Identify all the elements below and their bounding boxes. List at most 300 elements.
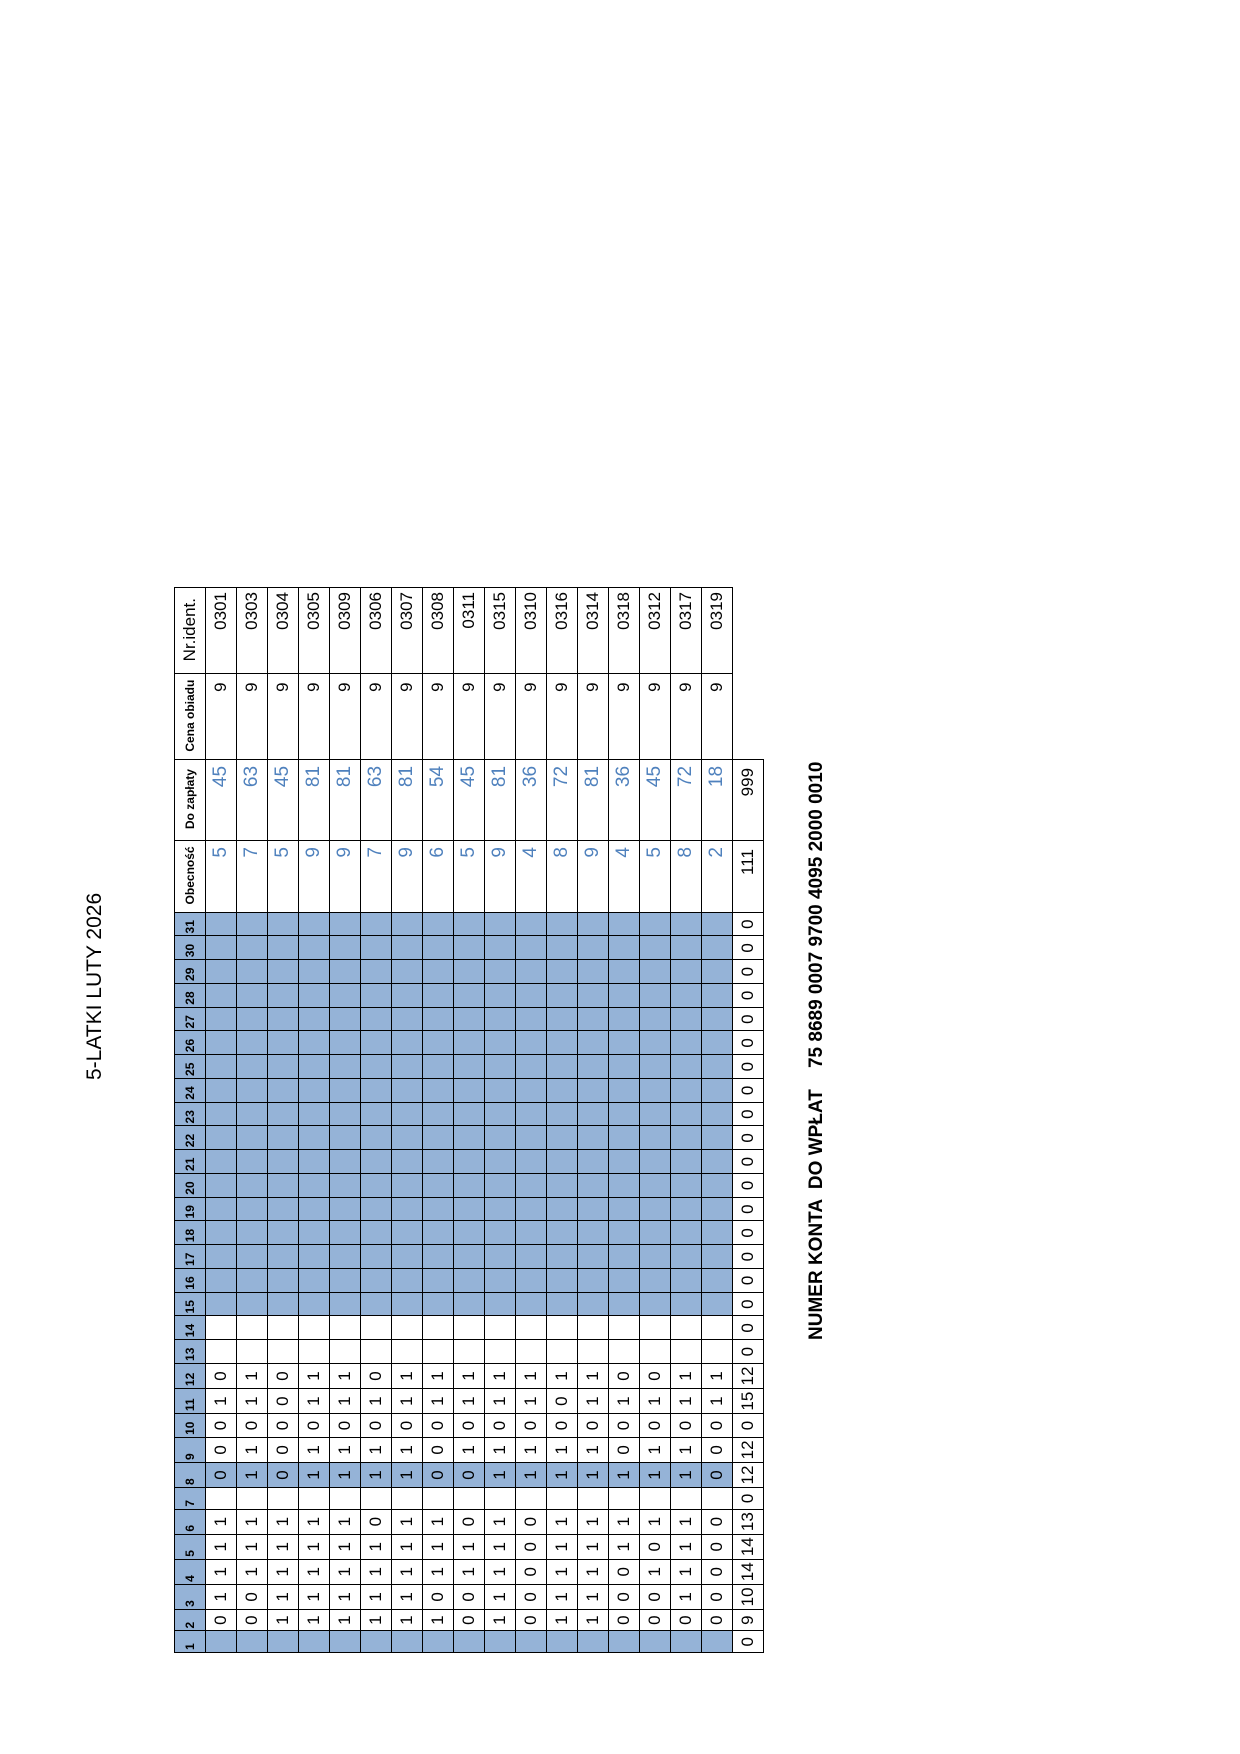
page-title: 5-LATKI LUTY 2026 <box>83 892 106 1080</box>
day-cell <box>299 1316 330 1340</box>
day-cell <box>361 1245 392 1269</box>
table-row <box>454 588 485 1653</box>
day-cell: 1 <box>299 1437 330 1462</box>
day-cell: 1 <box>423 1559 454 1584</box>
day-cell <box>578 912 609 936</box>
day-cell <box>454 1292 485 1316</box>
attendance-cell: 2 <box>702 841 733 913</box>
day-cell <box>516 1031 547 1055</box>
day-cell: 0 <box>299 1414 330 1438</box>
day-cell <box>299 1031 330 1055</box>
day-cell <box>547 1173 578 1197</box>
day-header-4: 4 <box>175 1559 206 1584</box>
day-cell <box>423 1055 454 1079</box>
day-cell <box>330 1245 361 1269</box>
day-cell <box>361 983 392 1007</box>
day-cell <box>547 936 578 960</box>
day-cell: 1 <box>485 1363 516 1388</box>
day-cell <box>392 1197 423 1221</box>
attendance-cell: 8 <box>547 841 578 913</box>
day-cell <box>578 1078 609 1102</box>
day-header-8: 8 <box>175 1462 206 1487</box>
day-cell <box>361 1221 392 1245</box>
day-cell: 1 <box>485 1584 516 1609</box>
day-cell <box>578 1268 609 1292</box>
day-cell <box>268 1150 299 1174</box>
day-cell <box>392 983 423 1007</box>
empty-cell <box>733 588 764 674</box>
day-cell <box>299 1268 330 1292</box>
day-cell: 1 <box>485 1462 516 1487</box>
day-cell: 0 <box>702 1584 733 1609</box>
day-cell <box>578 1631 609 1653</box>
day-cell <box>423 1173 454 1197</box>
day-cell: 1 <box>299 1534 330 1559</box>
day-cell <box>516 960 547 984</box>
day-cell <box>454 1268 485 1292</box>
day-cell <box>640 1007 671 1031</box>
day-cell <box>361 1078 392 1102</box>
day-cell: 1 <box>547 1584 578 1609</box>
day-cell <box>206 1245 237 1269</box>
day-total-cell: 0 <box>733 1488 764 1510</box>
day-cell: 0 <box>702 1437 733 1462</box>
day-cell <box>392 1316 423 1340</box>
day-total-cell: 0 <box>733 1150 764 1174</box>
day-cell <box>361 1292 392 1316</box>
day-cell <box>671 1150 702 1174</box>
day-cell <box>268 1197 299 1221</box>
day-header-14: 14 <box>175 1316 206 1340</box>
day-cell <box>609 1292 640 1316</box>
day-cell <box>516 1488 547 1510</box>
day-cell: 1 <box>330 1363 361 1388</box>
day-cell <box>237 1197 268 1221</box>
to-pay-cell: 18 <box>702 759 733 840</box>
header-row <box>175 588 206 1653</box>
day-cell: 1 <box>361 1389 392 1414</box>
day-cell <box>206 1126 237 1150</box>
day-cell <box>547 1631 578 1653</box>
day-header-25: 25 <box>175 1055 206 1079</box>
day-cell <box>485 936 516 960</box>
day-cell <box>454 983 485 1007</box>
day-cell: 1 <box>423 1509 454 1534</box>
day-total-cell: 0 <box>733 1197 764 1221</box>
day-cell: 1 <box>268 1584 299 1609</box>
day-cell: 0 <box>268 1363 299 1388</box>
day-cell <box>547 1316 578 1340</box>
to-pay-cell: 81 <box>392 759 423 840</box>
day-cell: 0 <box>268 1437 299 1462</box>
id-header: Nr.ident. <box>175 588 206 674</box>
day-cell <box>609 1007 640 1031</box>
day-cell: 1 <box>485 1509 516 1534</box>
day-cell: 1 <box>609 1462 640 1487</box>
day-cell <box>299 1007 330 1031</box>
day-cell <box>640 1150 671 1174</box>
day-cell: 1 <box>237 1559 268 1584</box>
day-cell <box>361 1126 392 1150</box>
day-cell: 1 <box>392 1437 423 1462</box>
day-total-cell: 9 <box>733 1609 764 1631</box>
day-cell: 1 <box>299 1584 330 1609</box>
day-total-cell: 0 <box>733 1292 764 1316</box>
day-cell <box>206 1268 237 1292</box>
day-cell: 0 <box>516 1414 547 1438</box>
account-number: 75 8689 0007 9700 4095 2000 0010 <box>806 761 827 1069</box>
day-cell <box>299 1292 330 1316</box>
day-cell <box>640 1292 671 1316</box>
day-header-15: 15 <box>175 1292 206 1316</box>
day-cell <box>671 1245 702 1269</box>
day-cell <box>299 1055 330 1079</box>
day-total-cell: 0 <box>733 1031 764 1055</box>
day-cell <box>516 1316 547 1340</box>
day-cell <box>237 1102 268 1126</box>
day-cell: 1 <box>361 1584 392 1609</box>
day-cell <box>702 1488 733 1510</box>
day-cell <box>578 1197 609 1221</box>
day-cell <box>485 1245 516 1269</box>
day-cell <box>485 912 516 936</box>
day-cell: 1 <box>640 1389 671 1414</box>
day-cell <box>516 1340 547 1364</box>
day-cell <box>485 1631 516 1653</box>
day-cell: 0 <box>423 1584 454 1609</box>
day-cell <box>268 1292 299 1316</box>
day-cell <box>423 1245 454 1269</box>
day-cell <box>547 1007 578 1031</box>
day-cell <box>299 1221 330 1245</box>
day-cell: 0 <box>547 1414 578 1438</box>
price-cell: 9 <box>392 674 423 760</box>
day-cell <box>671 1173 702 1197</box>
day-cell: 1 <box>671 1584 702 1609</box>
price-cell: 9 <box>702 674 733 760</box>
day-cell <box>702 1173 733 1197</box>
day-cell <box>547 960 578 984</box>
day-cell <box>423 912 454 936</box>
day-cell <box>299 1245 330 1269</box>
day-cell <box>299 912 330 936</box>
day-cell <box>640 1102 671 1126</box>
price-cell: 9 <box>268 674 299 760</box>
day-header-13: 13 <box>175 1340 206 1364</box>
day-cell <box>671 1055 702 1079</box>
day-cell <box>392 1292 423 1316</box>
day-cell <box>516 1126 547 1150</box>
day-cell <box>299 1488 330 1510</box>
day-cell <box>237 1221 268 1245</box>
day-cell <box>609 1078 640 1102</box>
day-cell <box>609 1197 640 1221</box>
day-total-cell: 0 <box>733 1245 764 1269</box>
day-cell <box>423 1316 454 1340</box>
day-cell: 1 <box>547 1509 578 1534</box>
day-cell <box>423 1126 454 1150</box>
day-cell <box>361 960 392 984</box>
day-cell: 1 <box>609 1534 640 1559</box>
price-cell: 9 <box>330 674 361 760</box>
day-cell <box>516 1173 547 1197</box>
day-cell <box>423 1488 454 1510</box>
day-cell <box>485 1221 516 1245</box>
to-pay-cell: 45 <box>206 759 237 840</box>
day-cell <box>361 1316 392 1340</box>
day-cell: 0 <box>702 1609 733 1631</box>
id-cell: 0308 <box>423 588 454 674</box>
price-cell: 9 <box>454 674 485 760</box>
day-cell: 0 <box>609 1414 640 1438</box>
day-cell <box>454 936 485 960</box>
day-cell <box>361 1197 392 1221</box>
day-cell: 1 <box>361 1462 392 1487</box>
day-total-cell: 0 <box>733 1007 764 1031</box>
day-cell <box>206 1102 237 1126</box>
day-cell <box>640 912 671 936</box>
day-cell <box>702 1221 733 1245</box>
day-cell <box>485 1007 516 1031</box>
day-cell: 1 <box>578 1389 609 1414</box>
day-cell <box>423 1031 454 1055</box>
day-cell <box>609 1340 640 1364</box>
day-cell <box>206 1488 237 1510</box>
day-cell <box>299 1126 330 1150</box>
day-cell <box>454 1102 485 1126</box>
day-cell: 1 <box>237 1363 268 1388</box>
day-total-cell: 14 <box>733 1559 764 1584</box>
day-cell: 1 <box>392 1534 423 1559</box>
day-cell <box>454 1340 485 1364</box>
day-header-9: 9 <box>175 1437 206 1462</box>
day-header-27: 27 <box>175 1007 206 1031</box>
day-cell: 1 <box>516 1437 547 1462</box>
day-cell <box>237 983 268 1007</box>
day-cell <box>578 983 609 1007</box>
day-cell <box>392 1268 423 1292</box>
table-row <box>578 588 609 1653</box>
day-cell <box>299 1631 330 1653</box>
day-cell <box>392 1102 423 1126</box>
day-cell: 1 <box>299 1363 330 1388</box>
day-cell <box>299 983 330 1007</box>
day-cell <box>702 1245 733 1269</box>
to-pay-cell: 54 <box>423 759 454 840</box>
day-total-cell: 0 <box>733 1102 764 1126</box>
day-cell <box>547 1221 578 1245</box>
day-cell: 0 <box>640 1534 671 1559</box>
day-cell: 1 <box>547 1609 578 1631</box>
day-cell <box>361 1631 392 1653</box>
price-cell: 9 <box>361 674 392 760</box>
day-cell <box>547 1488 578 1510</box>
day-cell <box>237 1340 268 1364</box>
attendance-cell: 8 <box>671 841 702 913</box>
day-cell <box>609 1316 640 1340</box>
day-cell <box>578 1102 609 1126</box>
day-cell <box>578 1031 609 1055</box>
day-cell: 1 <box>361 1559 392 1584</box>
day-cell <box>547 1245 578 1269</box>
price-cell: 9 <box>609 674 640 760</box>
day-cell: 1 <box>392 1559 423 1584</box>
day-cell: 1 <box>671 1534 702 1559</box>
day-header-19: 19 <box>175 1197 206 1221</box>
to-pay-cell: 63 <box>237 759 268 840</box>
to-pay-cell: 81 <box>485 759 516 840</box>
day-cell <box>237 1245 268 1269</box>
day-cell: 1 <box>640 1462 671 1487</box>
day-cell: 1 <box>671 1363 702 1388</box>
day-cell: 1 <box>671 1509 702 1534</box>
day-cell <box>330 1268 361 1292</box>
day-cell <box>268 1031 299 1055</box>
day-cell <box>547 1078 578 1102</box>
price-cell: 9 <box>671 674 702 760</box>
day-cell: 1 <box>206 1584 237 1609</box>
day-cell: 0 <box>361 1509 392 1534</box>
price-cell: 9 <box>578 674 609 760</box>
day-cell <box>423 1197 454 1221</box>
day-cell: 1 <box>299 1609 330 1631</box>
day-cell <box>392 1078 423 1102</box>
price-cell: 9 <box>547 674 578 760</box>
day-cell: 1 <box>392 1389 423 1414</box>
day-cell: 1 <box>361 1534 392 1559</box>
day-cell: 1 <box>671 1559 702 1584</box>
attendance-cell: 5 <box>454 841 485 913</box>
price-cell: 9 <box>299 674 330 760</box>
id-cell: 0317 <box>671 588 702 674</box>
day-cell <box>609 912 640 936</box>
day-cell <box>299 1340 330 1364</box>
day-cell <box>330 983 361 1007</box>
day-cell <box>485 960 516 984</box>
day-cell <box>547 1055 578 1079</box>
day-cell <box>299 1102 330 1126</box>
day-cell <box>330 1292 361 1316</box>
day-cell: 0 <box>516 1609 547 1631</box>
day-cell: 0 <box>206 1462 237 1487</box>
day-cell <box>454 912 485 936</box>
day-cell <box>516 1245 547 1269</box>
day-cell: 1 <box>547 1559 578 1584</box>
day-cell <box>578 1340 609 1364</box>
day-cell <box>423 1102 454 1126</box>
day-cell <box>578 936 609 960</box>
day-cell: 0 <box>206 1363 237 1388</box>
day-cell <box>702 983 733 1007</box>
day-cell <box>578 960 609 984</box>
day-cell <box>392 1631 423 1653</box>
day-cell: 0 <box>237 1414 268 1438</box>
day-cell: 1 <box>485 1437 516 1462</box>
day-cell <box>392 1245 423 1269</box>
day-cell <box>330 1150 361 1174</box>
day-cell <box>609 1268 640 1292</box>
day-cell <box>578 1150 609 1174</box>
account-number-line <box>802 680 832 1340</box>
day-cell: 0 <box>609 1363 640 1388</box>
attendance-cell: 5 <box>640 841 671 913</box>
day-cell <box>361 1102 392 1126</box>
day-cell <box>609 1031 640 1055</box>
day-cell <box>361 1268 392 1292</box>
day-cell <box>454 1173 485 1197</box>
attendance-cell: 9 <box>485 841 516 913</box>
day-cell <box>702 1126 733 1150</box>
empty-cell <box>733 674 764 760</box>
day-cell <box>268 1221 299 1245</box>
id-cell: 0318 <box>609 588 640 674</box>
day-cell: 0 <box>547 1389 578 1414</box>
day-cell <box>547 1340 578 1364</box>
day-cell: 0 <box>702 1414 733 1438</box>
day-cell <box>454 1007 485 1031</box>
day-cell: 1 <box>702 1363 733 1388</box>
day-cell <box>423 1268 454 1292</box>
day-cell: 1 <box>268 1534 299 1559</box>
day-cell: 1 <box>268 1559 299 1584</box>
to-pay-cell: 72 <box>671 759 702 840</box>
day-cell <box>516 1055 547 1079</box>
day-cell <box>702 1316 733 1340</box>
day-cell <box>578 1316 609 1340</box>
day-cell: 0 <box>423 1437 454 1462</box>
day-cell: 1 <box>578 1534 609 1559</box>
day-cell: 1 <box>237 1534 268 1559</box>
day-cell <box>237 1268 268 1292</box>
day-cell: 1 <box>516 1389 547 1414</box>
day-cell <box>392 1055 423 1079</box>
day-cell <box>330 1173 361 1197</box>
day-cell <box>268 912 299 936</box>
day-cell: 0 <box>609 1609 640 1631</box>
day-header-31: 31 <box>175 912 206 936</box>
table-row <box>268 588 299 1653</box>
day-total-cell: 0 <box>733 1055 764 1079</box>
id-cell: 0312 <box>640 588 671 674</box>
day-cell <box>640 1126 671 1150</box>
day-cell <box>268 960 299 984</box>
day-cell <box>423 1007 454 1031</box>
day-cell <box>330 960 361 984</box>
day-cell <box>609 1221 640 1245</box>
day-cell <box>640 1078 671 1102</box>
attendance-cell: 4 <box>516 841 547 913</box>
day-cell: 1 <box>299 1462 330 1487</box>
day-cell: 1 <box>330 1584 361 1609</box>
id-cell: 0311 <box>454 588 485 674</box>
day-cell <box>237 1488 268 1510</box>
day-cell: 0 <box>702 1534 733 1559</box>
day-cell <box>454 1031 485 1055</box>
day-cell: 0 <box>485 1414 516 1438</box>
day-cell <box>702 1197 733 1221</box>
day-cell: 1 <box>268 1509 299 1534</box>
day-cell <box>640 1631 671 1653</box>
day-cell: 0 <box>361 1363 392 1388</box>
to-pay-cell: 36 <box>516 759 547 840</box>
day-cell <box>361 1488 392 1510</box>
day-cell: 0 <box>516 1534 547 1559</box>
day-cell <box>392 1221 423 1245</box>
day-cell <box>609 1055 640 1079</box>
day-cell <box>237 1292 268 1316</box>
day-cell <box>237 1007 268 1031</box>
day-cell: 1 <box>206 1509 237 1534</box>
